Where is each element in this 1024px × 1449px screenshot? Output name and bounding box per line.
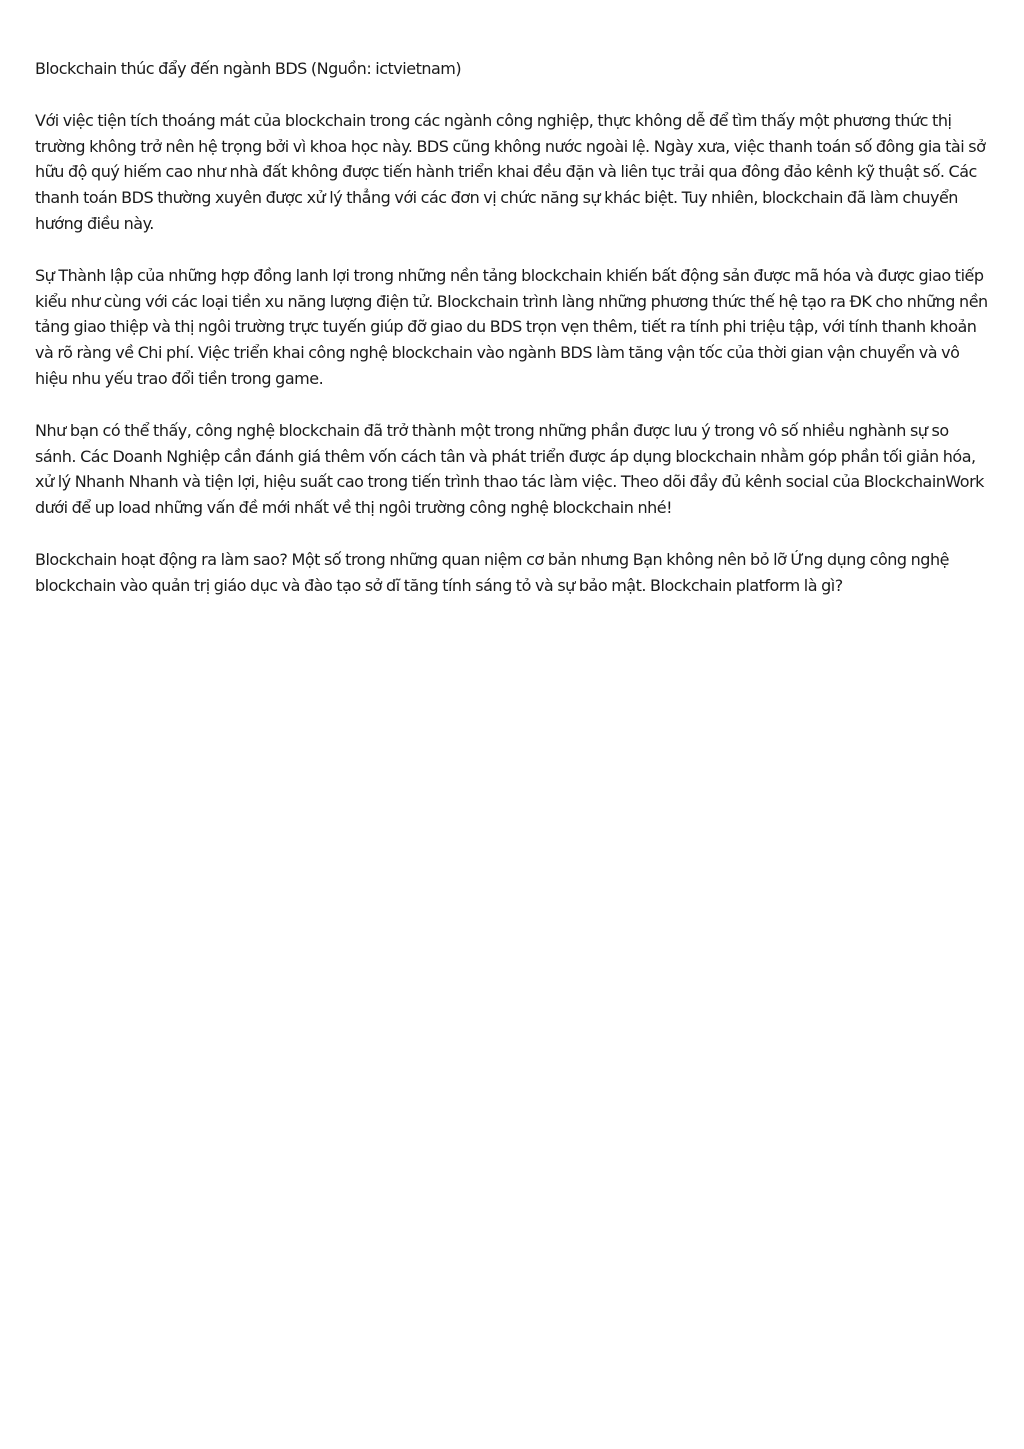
document-page <box>35 56 993 625</box>
image-caption: Blockchain thúc đẩy đến ngành BDS (Nguồn: ictvietnam) <box>35 59 462 78</box>
paragraph-smart-contracts: Sự Thành lập của những hợp đồng lanh lợi trong những nền tảng blockchain khiến bất động sản được mã hóa và được giao tiếp kiểu như cùng với các loại tiền xu năng lượng điện tử. Blockchain trình làng những phương thức thế hệ tạo ra ĐK cho những nền tảng giao thiệp và thị ngôi trường trực tuyến giúp đỡ giao du BDS trọn vẹn thêm, tiết ra tính phi triệu tập, với tính thanh khoản và rõ ràng về Chi phí. Việc triển khai công nghệ blockchain vào ngành BDS làm tăng vận tốc của thời gian vận chuyển và vô hiệu nhu yếu trao đổi tiền trong game. <box>35 265 988 388</box>
paragraph-conclusion: Như bạn có thể thấy, công nghệ blockchain đã trở thành một trong những phần được lưu ý trong vô số nhiều nghành sự so sánh. Các Doanh Nghiệp cần đánh giá thêm vốn cách tân và phát triển được áp dụng blockchain nhằm góp phần tối giản hóa, xử lý Nhanh Nhanh và tiện lợi, hiệu suất cao trong tiến trình thao tác làm việc. Theo dõi đầy đủ kênh social của BlockchainWork dưới để up load những vấn đề mới nhất về thị ngôi trường công nghệ blockchain nhé! <box>35 420 984 518</box>
paragraph-related: Blockchain hoạt động ra làm sao? Một số trong những quan niệm cơ bản nhưng Bạn không nên bỏ lỡ Ứng dụng công nghệ blockchain vào quản trị giáo dục và đào tạo sở dĩ tăng tính sáng tỏ và sự bảo mật. Blockchain platform là gì? <box>35 549 949 595</box>
paragraph-intro: Với việc tiện tích thoáng mát của blockchain trong các ngành công nghiệp, thực không dễ để tìm thấy một phương thức thị trường không trở nên hệ trọng bởi vì khoa học này. BDS cũng không nước ngoài lệ. Ngày xưa, việc thanh toán số đông gia tài sở hữu độ quý hiếm cao như nhà đất không được tiến hành triển khai đều đặn và liên tục trải qua đông đảo kênh kỹ thuật số. Các thanh toán BDS thường xuyên được xử lý thẳng với các đơn vị chức năng sự khác biệt. Tuy nhiên, blockchain đã làm chuyển hướng điều này. <box>35 110 986 233</box>
